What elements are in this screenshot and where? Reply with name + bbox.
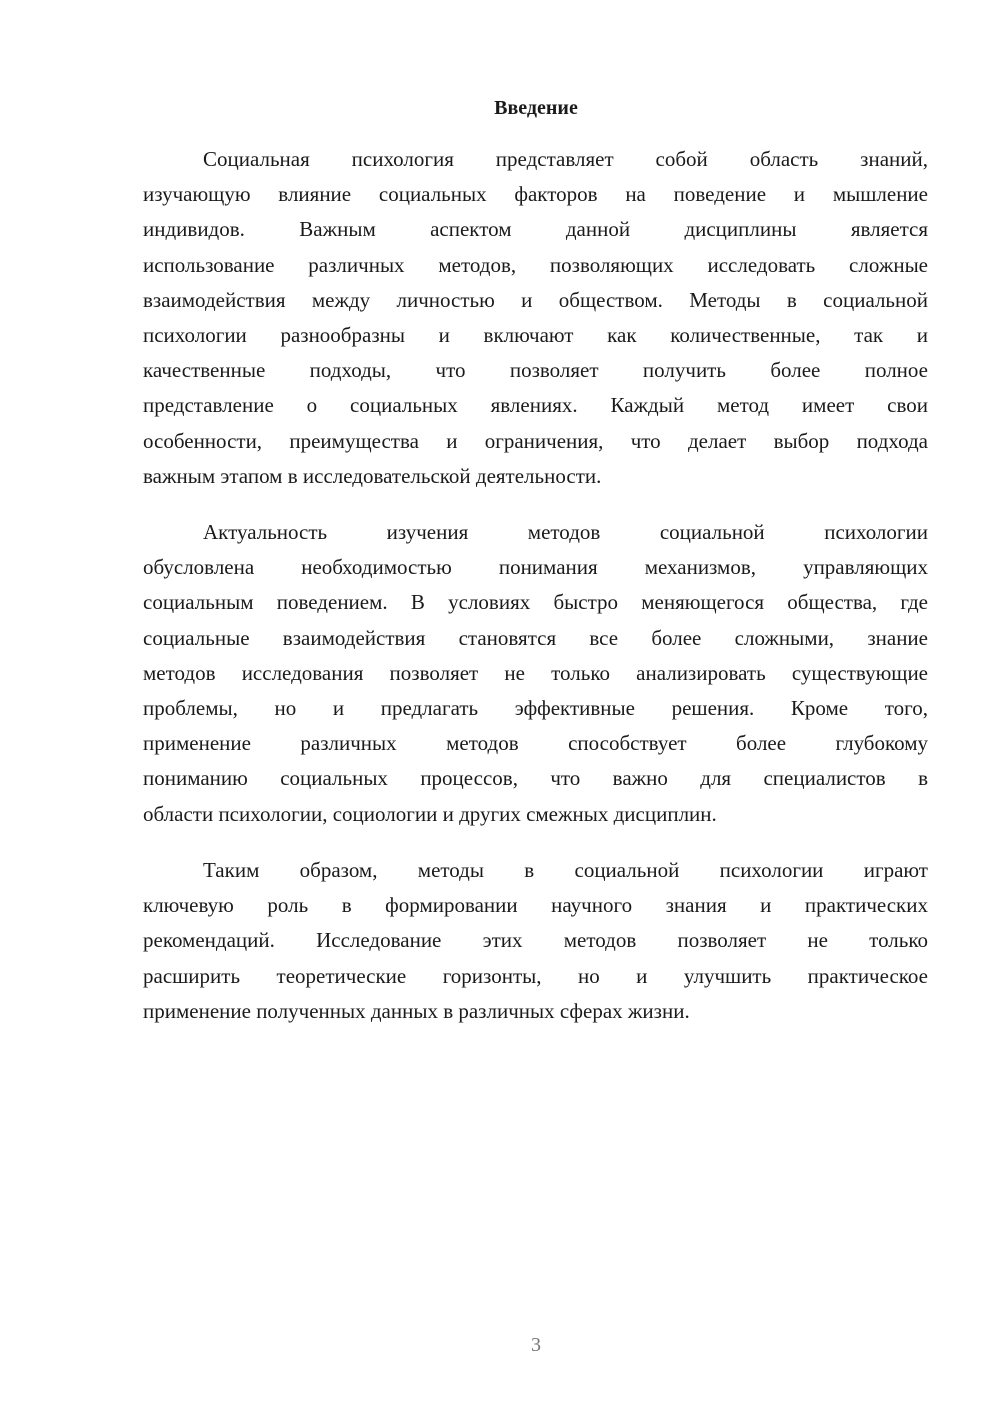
text-line: важным этапом в исследовательской деятельности. (143, 463, 602, 488)
paragraph-relevance (143, 515, 928, 832)
text-line: социальные взаимодействия становятся все более сложными, знание (143, 625, 928, 650)
text-line: психологии разнообразны и включают как количественные, так и (143, 322, 928, 347)
text-line: проблемы, но и предлагать эффективные решения. Кроме того, (143, 695, 928, 720)
text-line: методов исследования позволяет не только анализировать существующие (143, 660, 928, 685)
text-line: социальным поведением. В условиях быстро меняющегося общества, где (143, 590, 928, 615)
section-title: Введение (494, 97, 578, 119)
text-line: применение различных методов способствует более глубокому (143, 731, 928, 756)
text-line: Таким образом, методы в социальной психологии играют (203, 858, 928, 882)
text-line: индивидов. Важным аспектом данной дисциплины является (143, 217, 928, 242)
text-line: пониманию социальных процессов, что важно для специалистов в (143, 766, 928, 791)
page-number: 3 (531, 1334, 541, 1356)
text-line: обусловлена необходимостью понимания механизмов, управляющих (143, 555, 928, 580)
text-line: представление о социальных явлениях. Каждый метод имеет свои (143, 393, 928, 418)
text-line: взаимодействия между личностью и обществом. Методы в социальной (143, 287, 928, 312)
text-line: применение полученных данных в различных сферах жизни. (143, 998, 690, 1023)
text-line: области психологии, социологии и других смежных дисциплин. (143, 801, 717, 826)
text-line: расширить теоретические горизонты, но и улучшить практическое (143, 963, 928, 988)
paragraph-intro (143, 142, 928, 494)
text-line: Социальная психология представляет собой область знаний, (203, 147, 928, 171)
paragraph-conclusion (143, 853, 928, 1029)
text-line: использование различных методов, позволяющих исследовать сложные (143, 252, 928, 277)
text-line: ключевую роль в формировании научного знания и практических (143, 893, 928, 918)
text-line: Актуальность изучения методов социальной психологии (203, 520, 928, 544)
text-line: рекомендаций. Исследование этих методов позволяет не только (143, 928, 928, 953)
text-line: изучающую влияние социальных факторов на поведение и мышление (143, 182, 928, 207)
text-line: качественные подходы, что позволяет получить более полное (143, 358, 928, 383)
text-line: особенности, преимущества и ограничения, что делает выбор подхода (143, 428, 928, 453)
